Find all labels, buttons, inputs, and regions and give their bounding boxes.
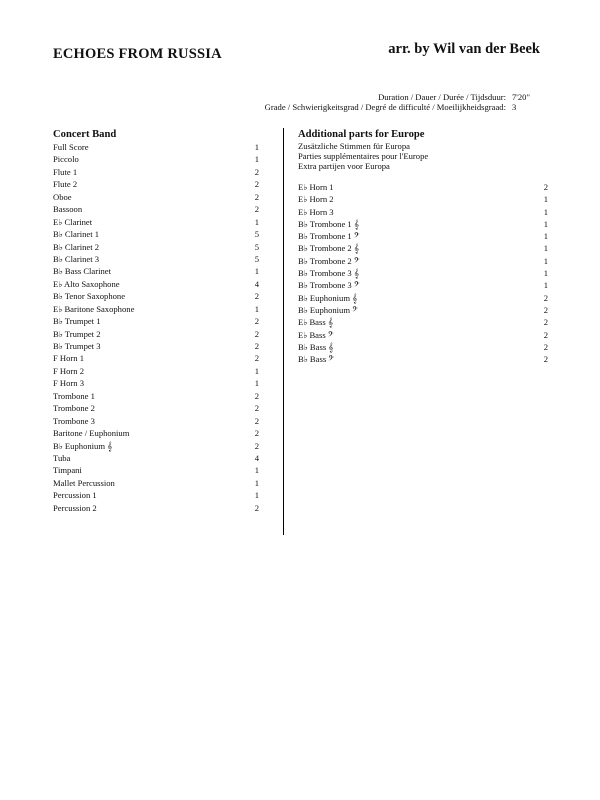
treble-clef-icon: 𝄞 [352, 293, 358, 304]
part-label [298, 353, 334, 366]
part-row [53, 241, 259, 253]
part-label [53, 464, 82, 476]
bass-clef-icon: 𝄢 [353, 281, 360, 292]
part-row [53, 228, 259, 240]
part-row [53, 303, 259, 315]
concert-band-heading: Concert Band [53, 129, 117, 140]
part-count: 1 [254, 142, 259, 152]
part-count: 2 [543, 341, 548, 352]
bass-clef-icon: 𝄢 [353, 256, 360, 267]
part-label [53, 452, 70, 464]
part-name: B♭ Euphonium [53, 440, 106, 451]
part-count: 2 [543, 317, 548, 328]
europe-subheading-fr: Parties supplémentaires pour l'Europe [298, 151, 429, 161]
part-count: 2 [543, 292, 548, 303]
part-label [53, 141, 89, 153]
part-row [298, 279, 548, 291]
part-count: 1 [254, 490, 259, 501]
part-name: B♭ Bass Clarinet [53, 266, 111, 277]
bass-clef-icon: 𝄢 [352, 305, 358, 316]
part-name: B♭ Trumpet 2 [53, 328, 101, 339]
part-count: 2 [254, 191, 259, 202]
part-label [298, 292, 357, 305]
europe-parts-list [298, 181, 548, 365]
part-row [53, 340, 259, 352]
part-name: B♭ Trombone 1 [298, 231, 352, 242]
part-label [298, 341, 334, 354]
part-count: 2 [254, 204, 259, 215]
part-name: E♭ Baritone Saxophone [53, 303, 135, 314]
part-count: 2 [543, 354, 548, 365]
part-name: B♭ Trumpet 3 [53, 341, 101, 351]
part-name: Flute 1 [53, 166, 78, 177]
part-name: B♭ Trombone 3 [298, 268, 352, 279]
part-count: 1 [254, 154, 259, 165]
part-row [53, 402, 259, 414]
part-row [53, 315, 259, 327]
part-count: 1 [543, 243, 548, 254]
part-label [53, 415, 95, 427]
part-count: 2 [254, 166, 259, 177]
part-label [298, 304, 358, 317]
piece-info [265, 92, 538, 112]
part-row [298, 304, 548, 316]
part-row [53, 203, 259, 215]
part-row [53, 265, 259, 277]
part-count: 2 [254, 415, 259, 426]
part-count: 1 [254, 378, 259, 389]
part-label [53, 315, 101, 327]
part-count: 2 [254, 328, 259, 339]
europe-parts-section [298, 128, 548, 365]
part-count: 2 [254, 502, 259, 513]
part-count: 2 [254, 291, 259, 302]
part-name: B♭ Trombone 2 [298, 243, 352, 254]
part-label [53, 328, 101, 340]
part-label [53, 228, 99, 240]
part-label [53, 290, 125, 302]
part-name: E♭ Bass [298, 317, 326, 328]
part-name: B♭ Euphonium [298, 292, 351, 303]
bass-clef-icon: 𝄢 [327, 330, 334, 341]
part-row [53, 390, 259, 402]
part-label [53, 191, 72, 203]
part-label [53, 402, 95, 414]
part-row [298, 329, 548, 341]
part-label [298, 279, 360, 292]
part-count: 5 [254, 241, 259, 252]
part-name: Mallet Percussion [53, 477, 115, 488]
part-label [53, 477, 115, 489]
part-name: F Horn 1 [53, 353, 85, 364]
part-label [53, 203, 82, 215]
part-label [53, 377, 84, 389]
part-name: Tuba [53, 452, 71, 463]
part-count: 2 [254, 341, 259, 351]
part-count: 1 [254, 465, 259, 476]
part-count: 4 [254, 278, 259, 289]
part-row [298, 206, 548, 218]
part-label [298, 230, 360, 243]
arranger-credit: arr. by Wil van der Beek [388, 41, 540, 57]
part-row [53, 477, 259, 489]
piece-title: ECHOES FROM RUSSIA [53, 46, 222, 62]
part-label [53, 340, 101, 352]
part-count: 1 [254, 477, 259, 488]
europe-heading: Additional parts for Europe [298, 129, 425, 140]
part-name: B♭ Trombone 2 [298, 255, 352, 266]
treble-clef-icon: 𝄞 [327, 318, 334, 329]
part-row [298, 316, 548, 328]
part-count: 2 [254, 179, 259, 190]
part-row [53, 377, 259, 389]
part-name: B♭ Clarinet 1 [53, 229, 100, 240]
part-name: B♭ Clarinet 2 [53, 241, 100, 252]
part-row [53, 178, 259, 190]
treble-clef-icon: 𝄞 [353, 244, 360, 255]
part-label [298, 218, 359, 231]
europe-subheading-de: Zusätzliche Stimmen für Europa [298, 141, 410, 151]
duration-row [265, 92, 538, 102]
part-count: 1 [543, 268, 548, 279]
part-row [298, 341, 548, 353]
part-label [53, 153, 79, 165]
treble-clef-icon: 𝄞 [353, 269, 360, 280]
treble-clef-icon: 𝄞 [353, 219, 360, 230]
part-row [53, 489, 259, 501]
part-count: 2 [543, 329, 548, 340]
part-count: 2 [254, 390, 259, 401]
part-name: Timpani [53, 465, 82, 476]
part-name: B♭ Trumpet 1 [53, 316, 101, 327]
part-name: Baritone / Euphonium [53, 428, 130, 439]
part-name: B♭ Trombone 1 [298, 218, 352, 229]
part-name: Bassoon [53, 204, 83, 215]
part-row [53, 464, 259, 476]
part-row [298, 218, 548, 230]
part-row [53, 153, 259, 165]
part-label [298, 255, 360, 268]
part-name: E♭ Clarinet [53, 216, 93, 227]
part-label [53, 365, 84, 377]
part-label [53, 278, 120, 290]
part-row [53, 352, 259, 364]
part-name: E♭ Alto Saxophone [53, 278, 120, 289]
part-count: 1 [254, 365, 259, 376]
part-name: Trombone 2 [53, 403, 95, 414]
part-row [53, 166, 259, 178]
part-label [53, 241, 99, 253]
part-count: 1 [254, 216, 259, 227]
part-label [53, 489, 97, 501]
part-label [53, 502, 97, 514]
part-label [53, 427, 129, 439]
part-row [53, 290, 259, 302]
part-count: 1 [543, 255, 548, 266]
part-name: Flute 2 [53, 179, 78, 190]
part-count: 1 [543, 280, 548, 291]
duration-value: 7'20" [512, 92, 530, 102]
part-label [298, 193, 334, 205]
part-label [298, 329, 333, 342]
treble-clef-icon: 𝄞 [107, 441, 113, 452]
part-label [53, 178, 77, 190]
part-name: Percussion 1 [53, 490, 97, 501]
part-count: 1 [543, 218, 548, 229]
part-name: B♭ Tenor Saxophone [53, 291, 126, 302]
part-label [298, 181, 334, 193]
part-name: Trombone 1 [53, 390, 95, 401]
part-name: E♭ Horn 3 [298, 206, 334, 217]
bass-clef-icon: 𝄢 [328, 355, 334, 366]
part-label [298, 242, 359, 255]
part-row [298, 292, 548, 304]
part-row [53, 253, 259, 265]
part-name: E♭ Bass [298, 329, 326, 340]
part-row [53, 278, 259, 290]
part-row [53, 452, 259, 464]
part-count: 4 [254, 452, 259, 463]
part-name: B♭ Bass [298, 354, 327, 365]
part-count: 5 [254, 253, 259, 264]
grade-label: Grade / Schwierigkeitsgrad / Degré de difficulté / Moeilijkheidsgraad: [264, 102, 506, 112]
part-name: Oboe [53, 191, 72, 202]
grade-row [265, 102, 538, 112]
part-row [298, 242, 548, 254]
part-row [298, 255, 548, 267]
part-count: 2 [254, 403, 259, 414]
part-count: 2 [254, 316, 259, 327]
part-name: F Horn 2 [53, 365, 85, 376]
part-row [298, 230, 548, 242]
part-label [53, 216, 92, 228]
grade-value: 3 [512, 102, 517, 112]
part-row [53, 141, 259, 153]
part-count: 2 [254, 428, 259, 439]
part-row [53, 191, 259, 203]
part-name: B♭ Bass [298, 341, 327, 352]
part-row [53, 440, 259, 452]
part-label [53, 303, 134, 315]
part-name: F Horn 3 [53, 378, 85, 389]
part-row [53, 502, 259, 514]
concert-band-parts-list [53, 141, 259, 514]
part-name: B♭ Euphonium [298, 304, 351, 315]
part-count: 5 [254, 229, 259, 240]
europe-subheading-nl: Extra partijen voor Europa [298, 161, 390, 171]
part-label [53, 166, 77, 178]
part-count: 1 [543, 194, 548, 205]
part-name: Trombone 3 [53, 415, 95, 426]
part-name: E♭ Horn 1 [298, 182, 334, 192]
part-row [298, 353, 548, 365]
part-label [53, 440, 112, 453]
part-count: 1 [543, 231, 548, 242]
part-row [53, 216, 259, 228]
part-count: 1 [254, 303, 259, 314]
part-row [53, 427, 259, 439]
part-label [53, 352, 84, 364]
part-count: 2 [254, 440, 259, 451]
part-row [53, 415, 259, 427]
bass-clef-icon: 𝄢 [353, 232, 360, 243]
part-row [53, 365, 259, 377]
concert-band-section [53, 128, 259, 514]
part-label [298, 206, 334, 218]
part-row [298, 267, 548, 279]
part-label [298, 316, 333, 329]
part-name: B♭ Trombone 3 [298, 280, 352, 291]
part-label [298, 267, 359, 280]
part-count: 1 [254, 266, 259, 277]
treble-clef-icon: 𝄞 [328, 342, 334, 353]
part-count: 2 [543, 304, 548, 315]
part-row [53, 328, 259, 340]
part-row [298, 193, 548, 205]
part-count: 2 [254, 353, 259, 364]
part-label [53, 265, 111, 277]
part-name: Percussion 2 [53, 502, 97, 513]
column-divider [283, 128, 284, 535]
part-label [53, 390, 95, 402]
part-row [298, 181, 548, 193]
part-name: E♭ Horn 2 [298, 194, 334, 205]
part-name: Full Score [53, 142, 89, 152]
part-name: Piccolo [53, 154, 79, 165]
part-count: 1 [543, 206, 548, 217]
duration-label: Duration / Dauer / Durée / Tijdsduur: [378, 92, 506, 102]
part-label [53, 253, 99, 265]
part-name: B♭ Clarinet 3 [53, 253, 100, 264]
part-count: 2 [543, 182, 548, 192]
